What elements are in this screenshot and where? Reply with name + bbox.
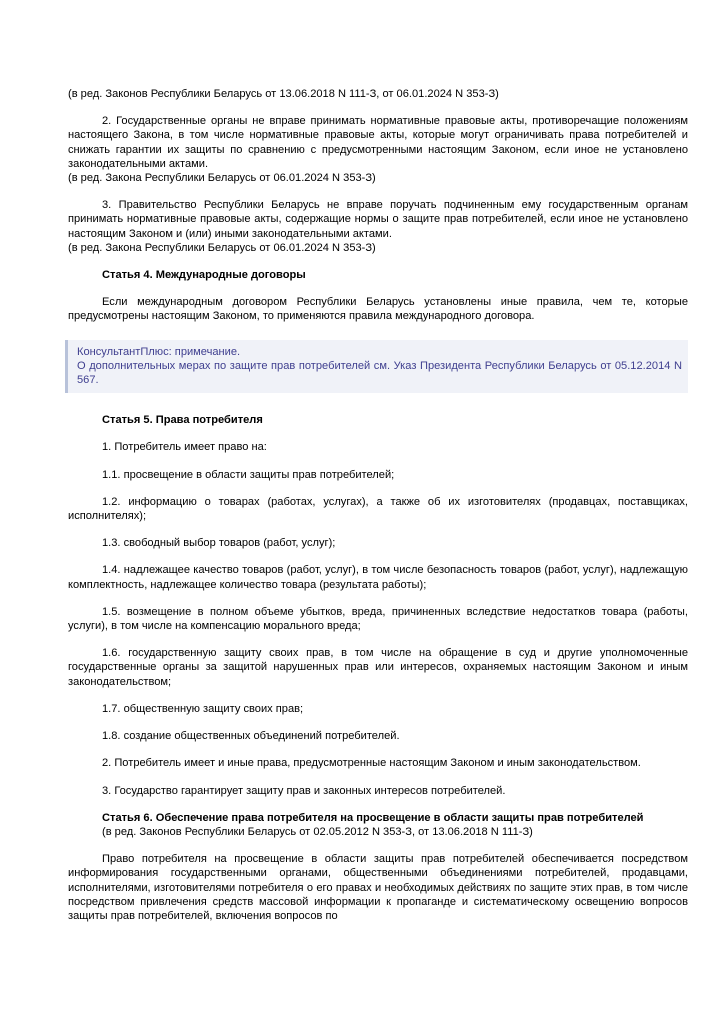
article-5-item: 1.2. информацию о товарах (работах, услугах), а также об их изготовителях (продавцах, поставщиках, исполнителях); — [68, 495, 688, 523]
article-5-heading: Статья 5. Права потребителя — [102, 414, 263, 427]
article-5-item: 3. Государство гарантирует защиту прав и законных интересов потребителей. — [102, 784, 506, 797]
paragraph-2: 2. Государственные органы не вправе принимать нормативные правовые акты, противоречащие положениям настоящего Закона, в том числе нормативные правовые акты, которые могут ограничивать права потребителей и снижать гарантии их защиты по сравнению с предусмотренными настоящим Законом, если иное не установлено законодательными актами. — [68, 115, 688, 170]
note-title: КонсультантПлюс: примечание. — [77, 345, 241, 358]
amendment-reference: (в ред. Закона Республики Беларусь от 06.01.2024 N 353-З) — [68, 172, 376, 185]
paragraph-3: 3. Правительство Республики Беларусь не вправе поручать подчиненным ему государственным органам принимать нормативные правовые акты, содержащие нормы о защите прав потребителей, если иное не установлено настоящим Законом и (или) иными законодательными актами. — [68, 199, 688, 240]
article-5-item: 1.8. создание общественных объединений потребителей. — [102, 730, 400, 743]
article-5-item: 1.4. надлежащее качество товаров (работ, услуг), в том числе безопасность товаров (работ, услуг), надлежащую комплектность, надлежащее количество товара (результата работы); — [68, 564, 688, 591]
amendment-reference: (в ред. Законов Республики Беларусь от 02.05.2012 N 353-З, от 13.06.2018 N 111-З) — [102, 825, 533, 838]
article-5-item: 1.7. общественную защиту своих прав; — [102, 702, 304, 715]
consultant-note — [65, 340, 688, 394]
article-5-item: 1.6. государственную защиту своих прав, в том числе на обращение в суд и другие уполномоченные государственные органы за защитой нарушенных прав или интересов, охраняемых настоящим Законом и иным законодательством; — [68, 647, 688, 688]
amendment-reference: (в ред. Законов Республики Беларусь от 13.06.2018 N 111-З, от 06.01.2024 N 353-З) — [68, 88, 499, 100]
article-5-item: 1. Потребитель имеет право на: — [102, 441, 267, 454]
note-text: О дополнительных мерах по защите прав потребителей см. Указ Президента Республики Беларусь от 05.12.2014 N 567. — [77, 359, 682, 387]
article-5-item: 1.3. свободный выбор товаров (работ, услуг); — [102, 537, 336, 550]
article-5-item: 1.1. просвещение в области защиты прав потребителей; — [102, 468, 395, 481]
article-6-text: Право потребителя на просвещение в области защиты прав потребителей обеспечивается посредством информирования государственными органами, общественными объединениями потребителей, продавцами, исполнителями, изготовителями потребителя о его правах и необходимых действиях по защите этих прав, в том числе посредством привлечения средств массовой информации к пропаганде и систематическому освещению вопросов защиты прав потребителей, включения вопросов по — [68, 853, 688, 922]
article-4-heading: Статья 4. Международные договоры — [102, 269, 306, 282]
article-5-item: 2. Потребитель имеет и иные права, предусмотренные настоящим Законом и иным законодательством. — [102, 757, 641, 770]
article-6-heading: Статья 6. Обеспечение права потребителя на просвещение в области защиты прав потребителей — [102, 811, 644, 824]
document-content — [68, 87, 688, 936]
article-5-item: 1.5. возмещение в полном объеме убытков, вреда, причиненных вследствие недостатков товара (работы, услуги), в том числе на компенсацию морального вреда; — [68, 605, 688, 633]
article-4-text: Если международным договором Республики Беларусь установлены иные правила, чем те, которые предусмотрены настоящим Законом, то применяются правила международного договора. — [68, 296, 688, 323]
amendment-reference: (в ред. Закона Республики Беларусь от 06.01.2024 N 353-З) — [68, 241, 376, 254]
